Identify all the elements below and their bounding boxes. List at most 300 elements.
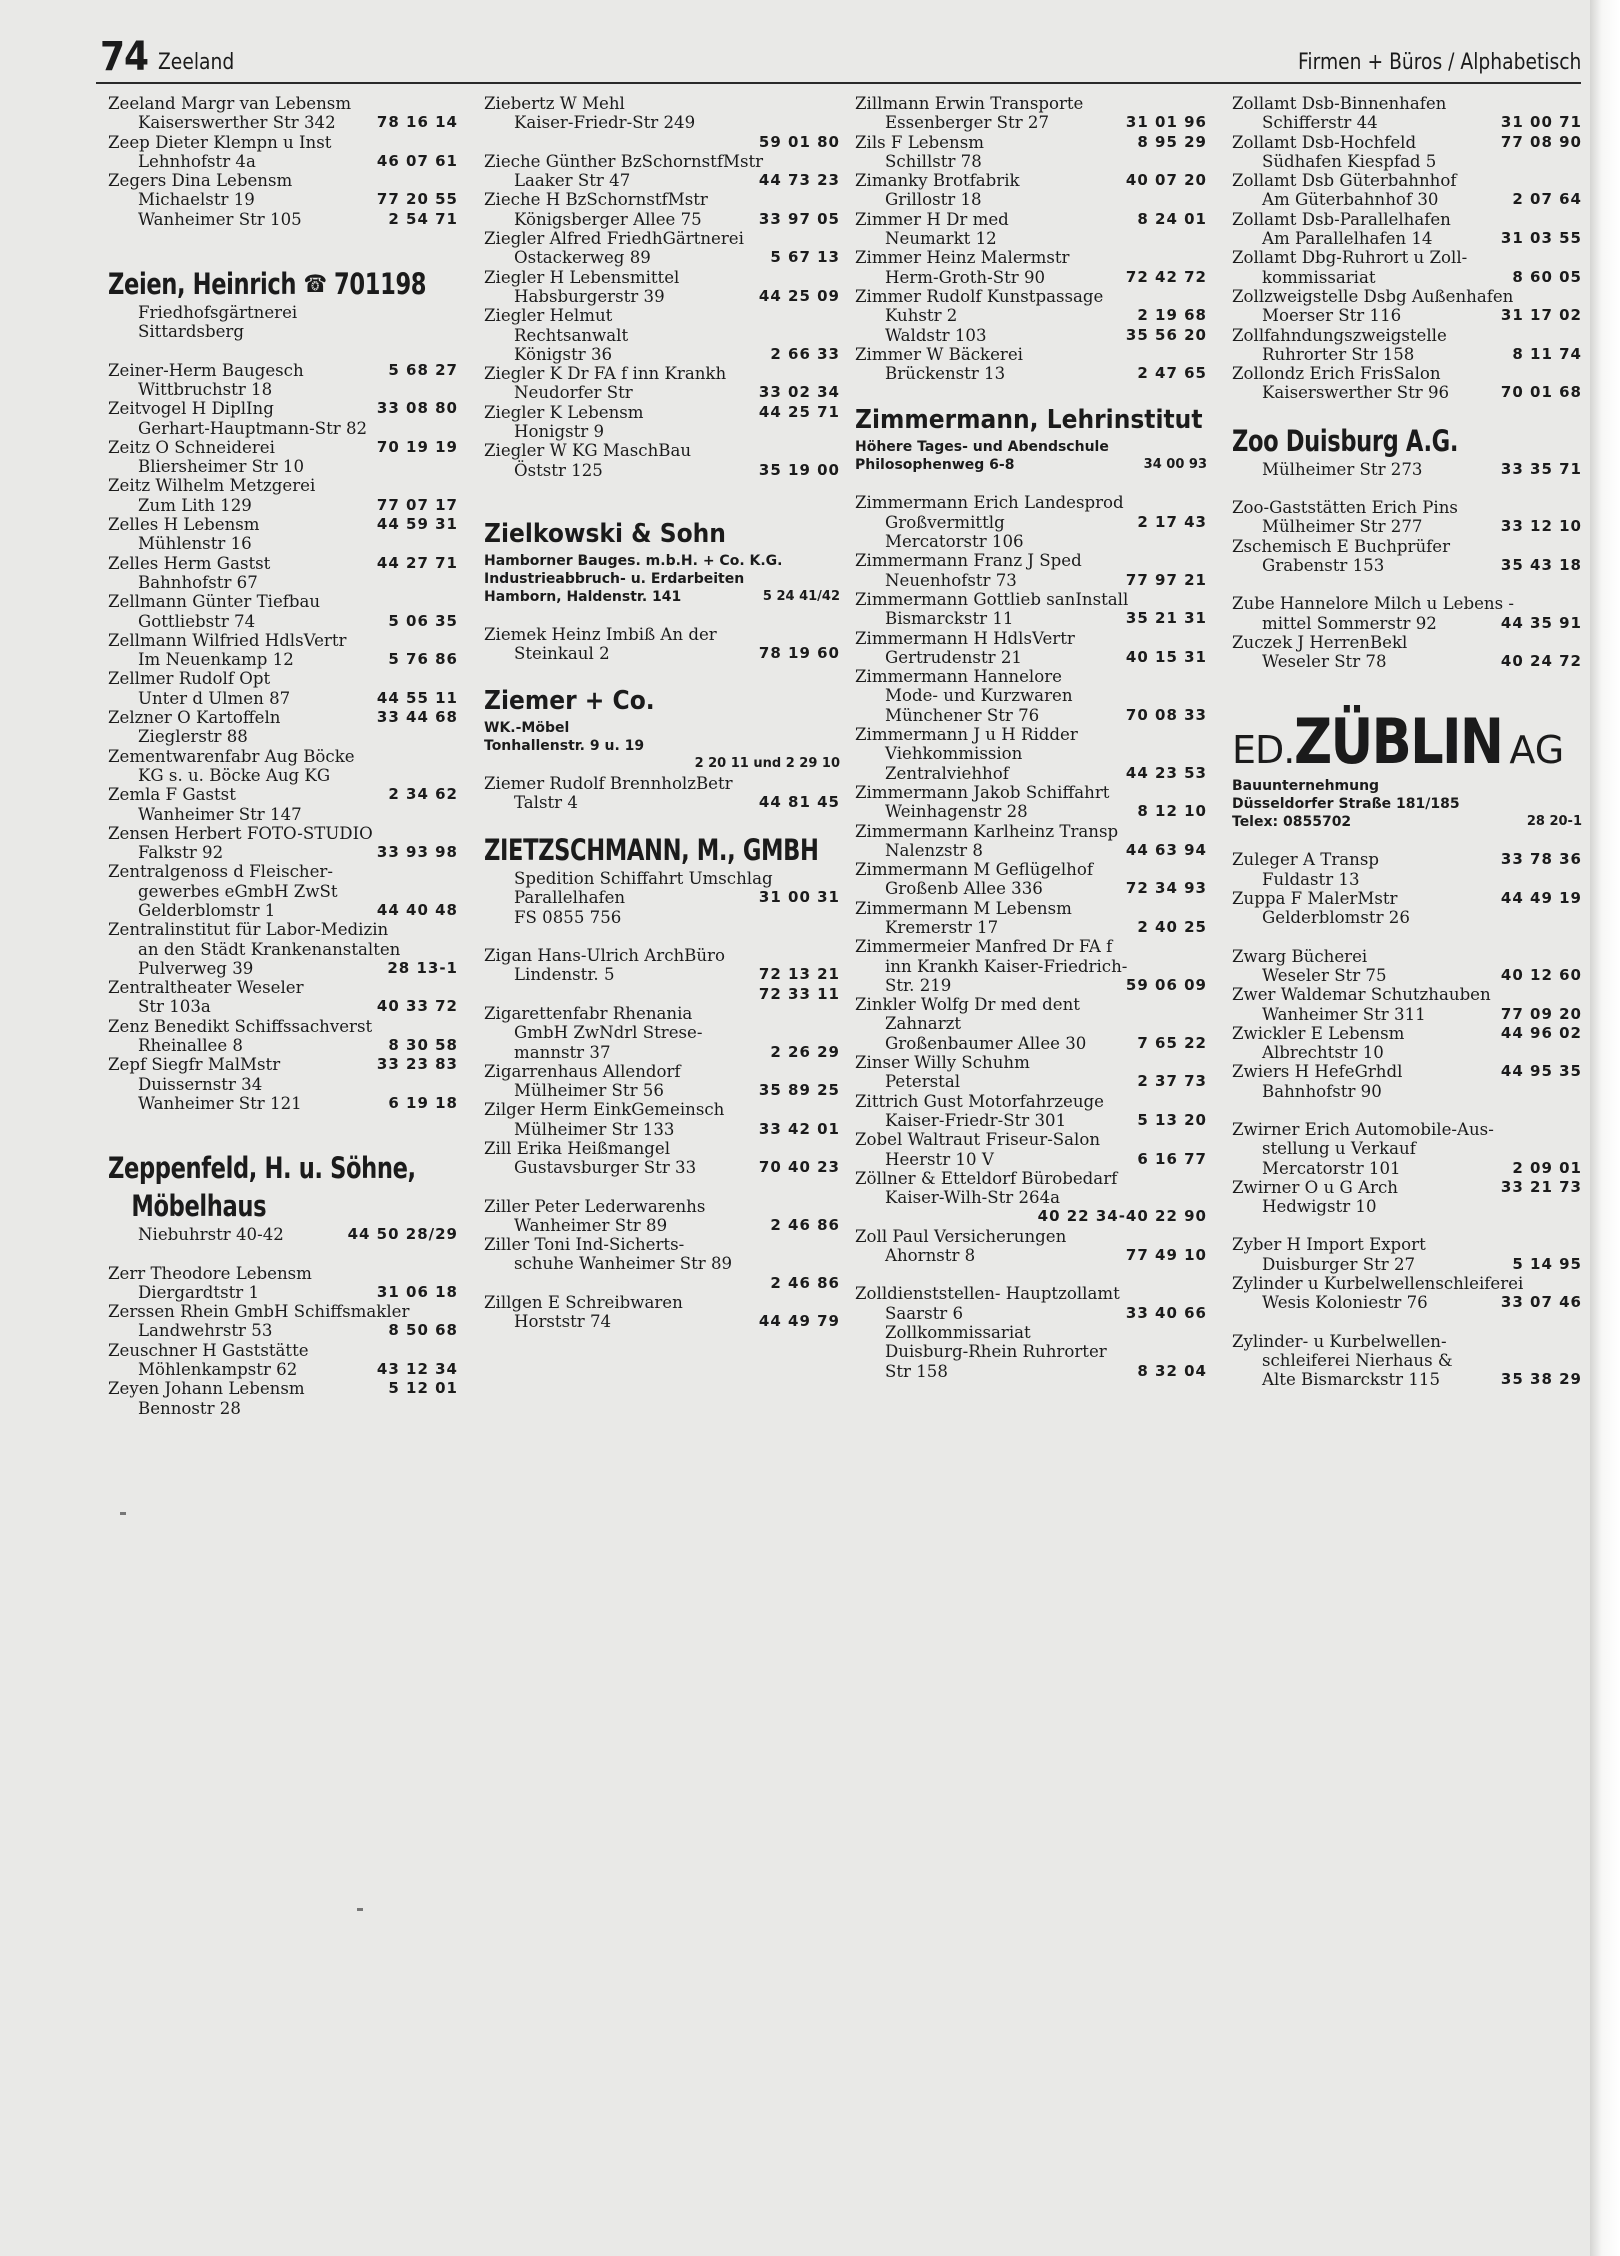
entry-text: Weseler Str 78 [1262, 652, 1387, 672]
phone-number: 8 11 74 [1512, 344, 1582, 363]
entry-text: Zenz Benedikt Schiffssachverst [108, 1016, 373, 1036]
phone-number: 2 09 01 [1512, 1158, 1582, 1177]
heading-text: Zoo Duisburg A.G. [1232, 423, 1459, 458]
spacer [1232, 1101, 1582, 1120]
entry-text: Ahornstr 8 [885, 1246, 976, 1266]
listing-line [1232, 268, 1582, 287]
listing-line [108, 1225, 458, 1244]
entry-text: Peterstal [885, 1072, 961, 1092]
entry-text: Ziegler H Lebensmittel [484, 267, 680, 287]
phone-number: 40 33 72 [376, 997, 458, 1016]
phone-number: 59 06 09 [1125, 975, 1207, 994]
entry-text: Ziegler Alfred FriedhGärtnerei [484, 229, 744, 249]
listing-line [1232, 364, 1582, 383]
spacer [108, 1245, 458, 1264]
entry-text: Zimmermann M Lebensm [855, 898, 1072, 918]
entry-text: Zwer Waldemar Schutzhauben [1232, 985, 1491, 1005]
phone-number: 35 38 29 [1500, 1370, 1582, 1389]
phone-number: 46 07 61 [376, 151, 458, 170]
listing-line [108, 476, 458, 495]
entry-text: Honigstr 9 [514, 422, 605, 442]
entry-text: Ziemer Rudolf BrennholzBetr [484, 773, 733, 793]
listing-line [855, 326, 1207, 345]
phone-number: 33 12 10 [1500, 517, 1582, 536]
listing-line [484, 1100, 840, 1119]
entry-text: Moerser Str 116 [1262, 306, 1402, 326]
phone-number: 77 09 20 [1500, 1004, 1582, 1023]
phone-number: 33 40 66 [1125, 1303, 1207, 1322]
listing-line [484, 248, 840, 267]
page-edge [1590, 0, 1620, 2256]
phone-number: 44 25 71 [758, 402, 840, 421]
listing-line [855, 686, 1207, 705]
listing-line [484, 1023, 840, 1042]
listing-line [484, 774, 840, 793]
spacer [1232, 403, 1582, 422]
entry-text: Zillmann Erwin Transporte [855, 94, 1084, 113]
detail-text: Bauunternehmung [1232, 778, 1380, 795]
entry-text: Zschemisch E Buchprüfer [1232, 536, 1451, 556]
phone-number: 33 23 83 [376, 1055, 458, 1074]
phone-number: 31 00 71 [1500, 113, 1582, 132]
entry-text: kommissariat [1262, 267, 1376, 287]
phone-number: 5 68 27 [388, 360, 458, 379]
phone-number: 8 32 04 [1137, 1361, 1207, 1380]
phone-number: 44 50 28/29 [347, 1225, 458, 1244]
entry-text: Talstr 4 [514, 792, 578, 812]
phone-number: 5 14 95 [1512, 1254, 1582, 1273]
listing-line [1232, 517, 1582, 536]
listing-line [855, 783, 1207, 802]
listing-line [855, 1092, 1207, 1111]
entry-text: Rheinallee 8 [138, 1036, 243, 1056]
entry-text: Heerstr 10 V [885, 1149, 994, 1169]
entry-text: Zoll Paul Versicherungen [855, 1226, 1067, 1246]
phone-number: 40 24 72 [1500, 652, 1582, 671]
listing-line [108, 631, 458, 650]
listing-line [1232, 460, 1582, 479]
entry-text: Neudorfer Str [514, 383, 633, 403]
entry-text: Landwehrstr 53 [138, 1321, 273, 1341]
entry-text: Gertrudenstr 21 [885, 647, 1022, 667]
phone-number: 28 20-1 [1526, 814, 1582, 830]
listing-line [855, 1246, 1207, 1265]
entry-text: Möhlenkampstr 62 [138, 1360, 298, 1380]
entry-text: Gerhart-Hauptmann-Str 82 [138, 418, 368, 438]
listing-line [484, 403, 840, 422]
listing-line [484, 1120, 840, 1139]
listing-line [855, 725, 1207, 744]
entry-text: Ziller Peter Lederwarenhs [484, 1196, 706, 1216]
detail-text: Tonhallenstr. 9 u. 19 [484, 737, 645, 754]
entry-text: Zigan Hans-Ulrich ArchBüro [484, 946, 725, 966]
listing-line [1232, 966, 1582, 985]
listing-heading: Zielkowski & Sohn [484, 518, 726, 549]
listing-line [1232, 383, 1582, 402]
listing-line [1232, 1351, 1582, 1370]
spacer [484, 606, 840, 625]
phone-number: 8 60 05 [1512, 267, 1582, 286]
listing-line [855, 764, 1207, 783]
entry-text: Sittardsberg [138, 322, 244, 342]
listing-line [108, 94, 458, 113]
entry-text: Zimmer Heinz Malermstr [855, 248, 1070, 268]
scan-speck [120, 1512, 126, 1515]
listing-line [855, 551, 1207, 570]
entry-text: Mühlenstr 16 [138, 534, 252, 554]
entry-text: inn Krankh Kaiser-Friedrich- [885, 956, 1128, 976]
entry-text: Gelderblomstr 1 [138, 900, 276, 920]
phone-number: 77 08 90 [1500, 132, 1582, 151]
listing-line [484, 965, 840, 984]
entry-text: Zimmer H Dr med [855, 209, 1009, 229]
listing-line [484, 190, 840, 209]
entry-text: Bahnhofstr 67 [138, 572, 258, 592]
phone-number: 33 42 01 [758, 1119, 840, 1138]
listing-line [484, 152, 840, 171]
entry-text: Zeep Dieter Klempn u Inst [108, 132, 332, 152]
entry-text: Zils F Lebensm [855, 132, 984, 152]
entry-text: Bliersheimer Str 10 [138, 457, 305, 477]
entry-text: Zigarettenfabr Rhenania [484, 1003, 693, 1023]
phone-number: 70 40 23 [758, 1158, 840, 1177]
listing-line [484, 1197, 840, 1216]
logo-suffix: AG [1509, 728, 1565, 773]
phone-number: 8 12 10 [1137, 802, 1207, 821]
entry-text: Zilger Herm EinkGemeinsch [484, 1100, 725, 1120]
listing-line [484, 461, 840, 480]
entry-text: Bahnhofstr 90 [1262, 1081, 1382, 1101]
listing-line [484, 1216, 840, 1235]
entry-text: Gottliebstr 74 [138, 611, 256, 631]
listing-line [1232, 498, 1582, 517]
listing-line [108, 399, 458, 418]
listing-line [484, 210, 840, 229]
listing-line [484, 326, 840, 345]
phone-number: 34 00 93 [1143, 457, 1207, 473]
entry-text: Zelzner O Kartoffeln [108, 708, 281, 728]
listing-line [108, 1302, 458, 1321]
listing-line [855, 171, 1207, 190]
listing-line [1232, 889, 1582, 908]
listing-line [484, 1274, 840, 1293]
phone-number: 5 67 13 [770, 248, 840, 267]
phone-number: 2 26 29 [770, 1042, 840, 1061]
listing-heading [1232, 422, 1505, 460]
listing-line [855, 802, 1207, 821]
listing-line [108, 1075, 458, 1094]
listing-line [108, 862, 458, 881]
entry-text: Zillgen E Schreibwaren [484, 1293, 683, 1313]
spacer [1232, 479, 1582, 498]
listing-line [108, 303, 458, 322]
entry-text: Großenb Allee 336 [885, 879, 1043, 899]
listing-line [855, 1072, 1207, 1091]
entry-text: Waldstr 103 [885, 325, 987, 345]
entry-text: Essenberger Str 27 [885, 113, 1050, 133]
phone-number: 5 76 86 [388, 650, 458, 669]
listing-detail [484, 719, 840, 737]
listing-line [855, 629, 1207, 648]
entry-text: schleiferei Nierhaus & [1262, 1350, 1453, 1370]
phone-number: 70 01 68 [1500, 383, 1582, 402]
logo-wordmark: ZÜBLIN [1294, 705, 1503, 779]
spacer [855, 1265, 1207, 1284]
listing-detail [855, 438, 1207, 456]
entry-text: Str 158 [885, 1361, 948, 1381]
listing-detail [484, 737, 840, 755]
phone-number: 44 81 45 [758, 792, 840, 811]
entry-text: Zuczek J HerrenBekl [1232, 632, 1408, 652]
listing-line [1232, 1082, 1582, 1101]
listing-line [484, 869, 840, 888]
entry-text: Niebuhrstr 40-42 [138, 1225, 284, 1245]
phone-number: 33 93 98 [376, 843, 458, 862]
entry-text: Zerr Theodore Lebensm [108, 1263, 312, 1283]
entry-text: Str 103a [138, 997, 211, 1017]
listing-line [108, 1360, 458, 1379]
entry-text: Ziegler K Lebensm [484, 402, 644, 422]
listing-line [855, 976, 1207, 995]
listing-line [108, 901, 458, 920]
entry-text: Zentraltheater Weseler [108, 978, 304, 998]
listing-line [855, 1207, 1207, 1226]
entry-text: Ziebertz W Mehl [484, 94, 625, 113]
listing-line [1232, 152, 1582, 171]
listing-line [1232, 1274, 1582, 1293]
entry-text: Unter d Ulmen 87 [138, 688, 291, 708]
listing-line [108, 669, 458, 688]
listing-heading [484, 831, 819, 869]
entry-text: Grabenstr 153 [1262, 555, 1385, 575]
listing-line [108, 689, 458, 708]
page-header [96, 32, 1581, 84]
entry-text: Zwickler E Lebensm [1232, 1023, 1405, 1043]
phone-number: 44 63 94 [1125, 840, 1207, 859]
listing-line [1232, 614, 1582, 633]
listing-line [108, 438, 458, 457]
entry-text: Wittbruchstr 18 [138, 379, 273, 399]
listing-line [108, 824, 458, 843]
listing-line [108, 940, 458, 959]
listing-line [108, 113, 458, 132]
entry-text: Zollamt Dsb-Parallelhafen [1232, 209, 1451, 229]
page-number: 74 [100, 34, 149, 80]
entry-text: Duisburger Str 27 [1262, 1254, 1416, 1274]
listing-detail [484, 588, 840, 606]
phone-number: 33 78 36 [1500, 850, 1582, 869]
entry-text: Im Neuenkamp 12 [138, 650, 294, 670]
entry-text: Am Parallelhafen 14 [1262, 229, 1433, 249]
listing-line [1232, 326, 1582, 345]
listing-line [1232, 171, 1582, 190]
phone-number: 77 97 21 [1125, 570, 1207, 589]
listing-line [1232, 306, 1582, 325]
entry-text: Zollkommissariat [885, 1322, 1031, 1342]
entry-text: Zimmermann Gottlieb sanInstall [855, 589, 1129, 609]
entry-text: Gelderblomstr 26 [1262, 908, 1410, 928]
listing-line [1232, 94, 1582, 113]
listing-line [484, 287, 840, 306]
category-title: Firmen + Büros / Alphabetisch [1297, 50, 1581, 75]
detail-text: Höhere Tages- und Abendschule [855, 439, 1109, 456]
phone-number: 33 35 71 [1500, 459, 1582, 478]
entry-text: Zeitz Wilhelm Metzgerei [108, 476, 316, 496]
entry-text: Zuppa F MalerMstr [1232, 889, 1398, 909]
listing-line [1232, 345, 1582, 364]
entry-text: Zylinder- u Kurbelwellen- [1232, 1331, 1447, 1351]
entry-text: Südhafen Kiespfad 5 [1262, 151, 1437, 171]
entry-text: gewerbes eGmbH ZwSt [138, 881, 338, 901]
listing-line [855, 822, 1207, 841]
listing-line [108, 747, 458, 766]
listing-line [484, 1081, 840, 1100]
spacer [108, 229, 458, 265]
listing-line [855, 937, 1207, 956]
entry-text: Zegers Dina Lebensm [108, 171, 293, 191]
listing-line [1232, 287, 1582, 306]
entry-text: Ziegler W KG MaschBau [484, 441, 692, 461]
listing-line [484, 1312, 840, 1331]
phone-number: 35 56 20 [1125, 325, 1207, 344]
listing-line [108, 1264, 458, 1283]
listing-line [484, 1004, 840, 1023]
listing-line [1232, 850, 1582, 869]
listing-line [855, 590, 1207, 609]
listing-line [484, 1139, 840, 1158]
listing-detail [1232, 795, 1582, 813]
listing-line [855, 609, 1207, 628]
listing-line [108, 380, 458, 399]
entry-text: Zimmermann J u H Ridder [855, 725, 1078, 745]
listing-line [484, 644, 840, 663]
listing-line [108, 1379, 458, 1398]
phone-number: 70 08 33 [1125, 705, 1207, 724]
phone-number: 40 07 20 [1125, 171, 1207, 190]
entry-text: Zentralgenoss d Fleischer- [108, 862, 333, 882]
phone-number: 77 49 10 [1125, 1246, 1207, 1265]
entry-text: Öststr 125 [514, 460, 603, 480]
listing-line [484, 985, 840, 1004]
listing-line [108, 959, 458, 978]
listing-line [108, 515, 458, 534]
entry-text: Zellmer Rudolf Opt [108, 669, 271, 689]
phone-number: 8 95 29 [1137, 132, 1207, 151]
entry-text: Zelles H Lebensm [108, 515, 260, 535]
phone-number: 44 59 31 [376, 515, 458, 534]
phone-number: 33 97 05 [758, 209, 840, 228]
listing-line [1232, 1159, 1582, 1178]
spacer [1232, 831, 1582, 850]
phone-number: 5 06 35 [388, 611, 458, 630]
listing-line [108, 496, 458, 515]
listing-line [855, 918, 1207, 937]
phone-number: 31 01 96 [1125, 113, 1207, 132]
entry-text: Zensen Herbert FOTO-STUDIO [108, 823, 373, 843]
detail-text: Telex: 0855702 [1232, 814, 1352, 831]
entry-text: Zieche Günther BzSchornstfMstr [484, 151, 764, 171]
entry-text: Zwirner Erich Automobile-Aus- [1232, 1119, 1494, 1139]
entry-text: KG s. u. Böcke Aug KG [138, 765, 331, 785]
listing-line [855, 1304, 1207, 1323]
entry-text: Zöllner & Etteldorf Bürobedarf [855, 1168, 1118, 1188]
entry-text: Zimmer Rudolf Kunstpassage [855, 286, 1104, 306]
phone-number: 72 34 93 [1125, 879, 1207, 898]
listing-line [1232, 947, 1582, 966]
entry-text: Zwirner O u G Arch [1232, 1177, 1398, 1197]
phone-number: 44 40 48 [376, 900, 458, 919]
entry-text: Zylinder u Kurbelwellenschleiferei [1232, 1274, 1524, 1294]
listing-detail [855, 456, 1207, 474]
scan-speck [357, 1908, 363, 1911]
listing-line [108, 766, 458, 785]
entry-text: Zimmermann Franz J Sped [855, 551, 1082, 571]
listing-line [484, 94, 840, 113]
entry-text: Zollfahndungszweigstelle [1232, 325, 1447, 345]
entry-text: Ziller Toni Ind-Sicherts- [484, 1235, 685, 1255]
listing-line [108, 554, 458, 573]
listing-heading [108, 1187, 381, 1225]
phone-number: 31 06 18 [376, 1282, 458, 1301]
entry-text: Hedwigstr 10 [1262, 1197, 1377, 1217]
listing-line [108, 573, 458, 592]
phone-number: 44 96 02 [1500, 1023, 1582, 1042]
entry-text: Zeuschner H Gaststätte [108, 1340, 309, 1360]
phone-number: 72 42 72 [1125, 267, 1207, 286]
listing-line [484, 625, 840, 644]
phone-number: 35 89 25 [758, 1081, 840, 1100]
listing-detail [1232, 813, 1582, 831]
spacer [484, 480, 840, 516]
phone-number: 78 19 60 [758, 644, 840, 663]
entry-text: Parallelhafen [514, 888, 626, 908]
entry-text: Zeitz O Schneiderei [108, 437, 275, 457]
listing-line [108, 1341, 458, 1360]
listing-line [484, 306, 840, 325]
spacer [484, 1178, 840, 1197]
entry-text: mittel Sommerstr 92 [1262, 613, 1437, 633]
entry-text: Diergardtstr 1 [138, 1282, 260, 1302]
phone-number: 31 00 31 [758, 888, 840, 907]
entry-text: Kuhstr 2 [885, 306, 958, 326]
phone-icon: ☎ [303, 270, 327, 299]
entry-text: Kaiserswerther Str 342 [138, 113, 336, 133]
listing-line [108, 592, 458, 611]
entry-text: Fuldastr 13 [1262, 869, 1360, 889]
detail-text: WK.-Möbel [484, 719, 570, 736]
entry-text: Zimmermann M Geflügelhof [855, 860, 1094, 880]
entry-text: Zentralviehhof [885, 763, 1009, 783]
entry-text: Zill Erika Heißmangel [484, 1138, 671, 1158]
entry-text: Zimmermann Jakob Schiffahrt [855, 782, 1110, 802]
listing-line [1232, 1197, 1582, 1216]
listing-detail [484, 570, 840, 588]
listing-line [108, 1321, 458, 1340]
entry-text: GmbH ZwNdrl Strese- [514, 1023, 703, 1043]
entry-text: Bennostr 28 [138, 1398, 241, 1418]
detail-text: Hamborner Bauges. m.b.H. + Co. K.G. [484, 552, 783, 569]
entry-text: Zepf Siegfr MalMstr [108, 1055, 281, 1075]
detail-text: Philosophenweg 6-8 [855, 457, 1015, 474]
listing-line [1232, 1370, 1582, 1389]
listing-line [1232, 870, 1582, 889]
listing-line [108, 1094, 458, 1113]
phone-number: 33 08 80 [376, 399, 458, 418]
listing-line [108, 1017, 458, 1036]
entry-text: Kaiser-Friedr-Str 249 [514, 113, 696, 133]
listing-line [484, 1254, 840, 1273]
entry-text: Mülheimer Str 56 [514, 1081, 664, 1101]
